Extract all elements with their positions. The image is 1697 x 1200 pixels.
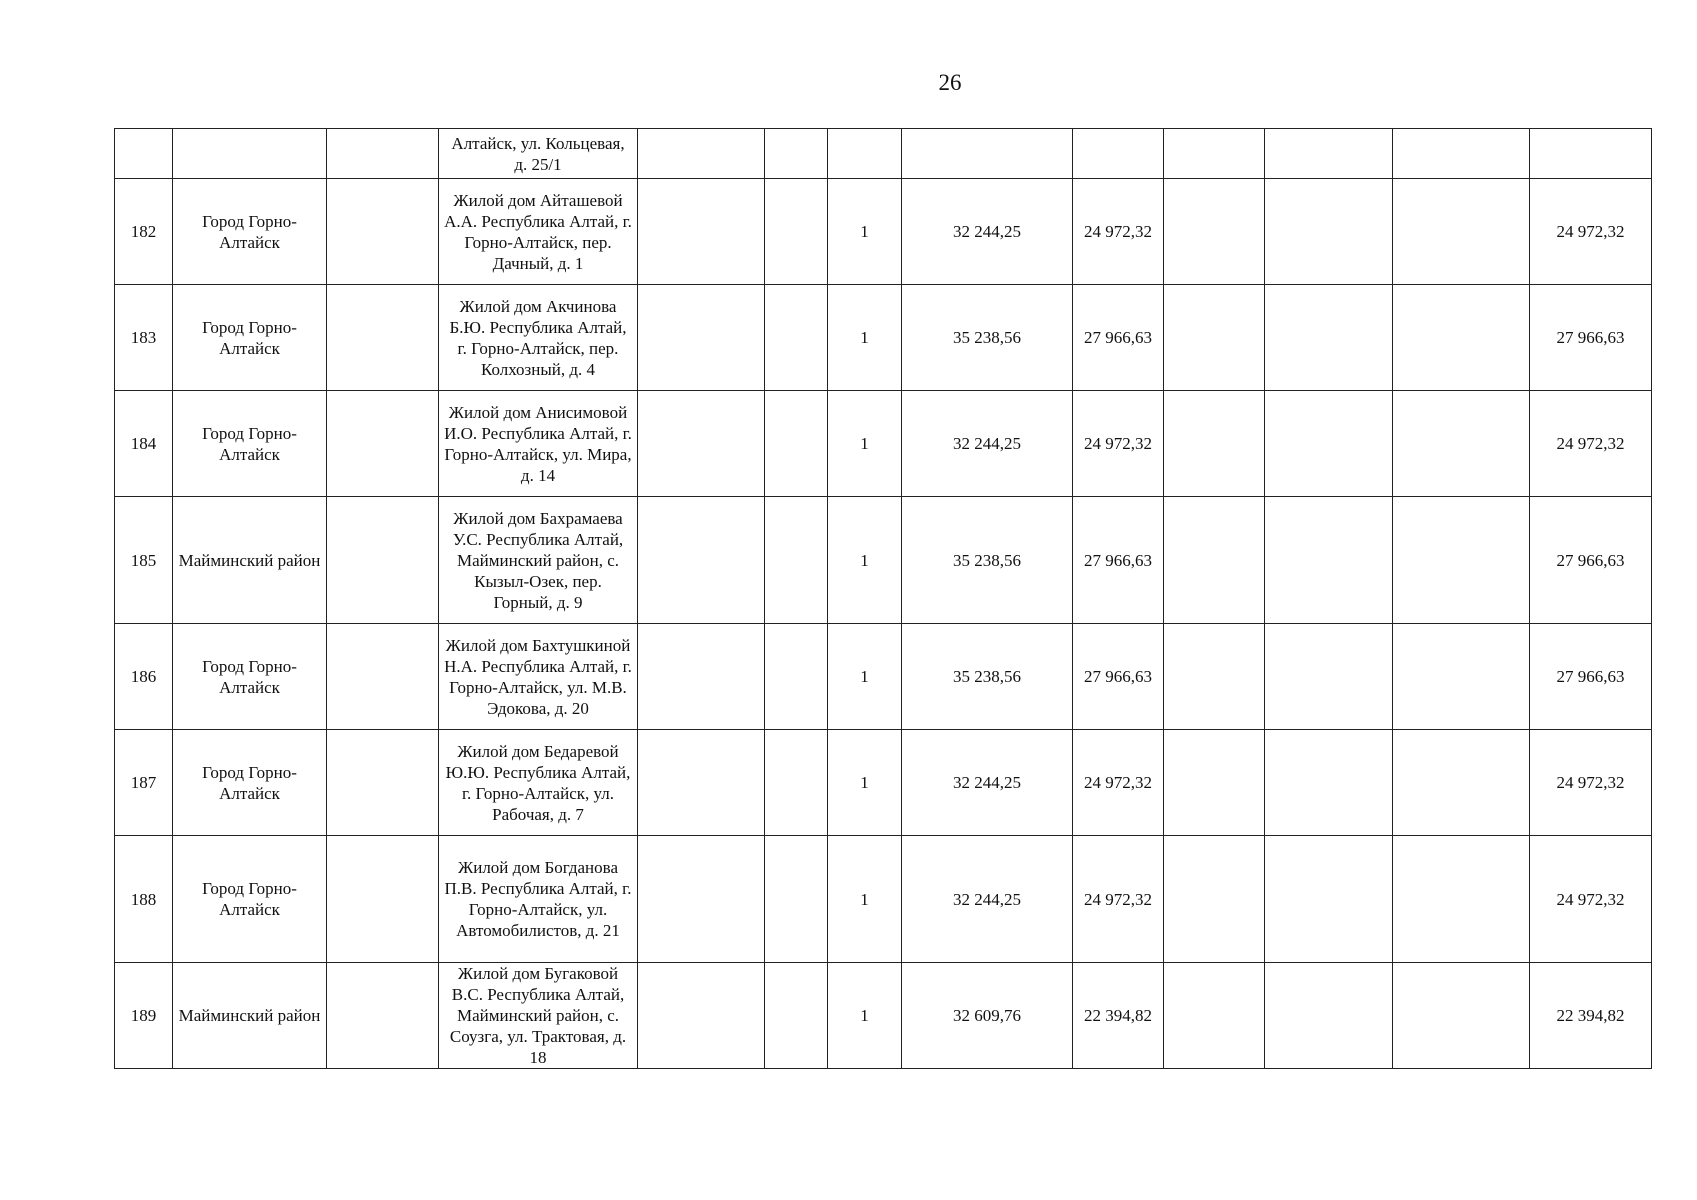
cell-num: 183 — [115, 285, 173, 391]
cell-empty — [638, 129, 765, 179]
cell-num: 186 — [115, 624, 173, 730]
table-row-continued — [115, 129, 1652, 179]
cell-num — [115, 129, 173, 179]
cell-empty — [638, 836, 765, 963]
cell-municipality: Майминский район — [173, 497, 327, 624]
cell-empty — [1393, 730, 1530, 836]
cell-amount2: 24 972,32 — [1073, 730, 1164, 836]
cell-empty — [765, 129, 828, 179]
cell-empty — [1164, 179, 1265, 285]
cell-empty — [638, 497, 765, 624]
cell-num: 187 — [115, 730, 173, 836]
cell-total: 27 966,63 — [1530, 624, 1652, 730]
cell-count: 1 — [828, 963, 902, 1069]
cell-amount: 35 238,56 — [902, 285, 1073, 391]
cell-empty — [1530, 129, 1652, 179]
cell-amount: 35 238,56 — [902, 624, 1073, 730]
cell-empty — [765, 285, 828, 391]
cell-amount: 32 244,25 — [902, 730, 1073, 836]
table-row — [115, 179, 1652, 285]
cell-empty — [327, 963, 439, 1069]
cell-municipality: Город Горно-Алтайск — [173, 179, 327, 285]
cell-amount: 32 609,76 — [902, 963, 1073, 1069]
cell-municipality: Город Горно-Алтайск — [173, 624, 327, 730]
cell-amount2: 27 966,63 — [1073, 285, 1164, 391]
cell-empty — [1393, 836, 1530, 963]
cell-amount2: 24 972,32 — [1073, 391, 1164, 497]
cell-empty — [1164, 836, 1265, 963]
cell-address: Жилой дом Бугаковой В.С. Республика Алтай, Майминский район, с. Соузга, ул. Трактовая, д. 18 — [439, 963, 638, 1069]
cell-empty — [828, 129, 902, 179]
cell-total: 24 972,32 — [1530, 391, 1652, 497]
cell-amount: 32 244,25 — [902, 179, 1073, 285]
cell-empty — [1164, 963, 1265, 1069]
cell-empty — [1164, 497, 1265, 624]
table-row — [115, 730, 1652, 836]
cell-municipality: Город Горно-Алтайск — [173, 730, 327, 836]
cell-amount2: 22 394,82 — [1073, 963, 1164, 1069]
cell-empty — [902, 129, 1073, 179]
cell-empty — [1393, 179, 1530, 285]
cell-municipality: Город Горно-Алтайск — [173, 836, 327, 963]
cell-empty — [1393, 497, 1530, 624]
cell-empty — [1393, 129, 1530, 179]
cell-empty — [327, 285, 439, 391]
cell-empty — [327, 836, 439, 963]
cell-empty — [1164, 730, 1265, 836]
cell-total: 27 966,63 — [1530, 285, 1652, 391]
cell-municipality: Город Горно-Алтайск — [173, 391, 327, 497]
cell-num: 189 — [115, 963, 173, 1069]
cell-empty — [327, 391, 439, 497]
cell-num: 185 — [115, 497, 173, 624]
cell-empty — [1393, 391, 1530, 497]
cell-empty — [765, 497, 828, 624]
cell-address: Жилой дом Акчинова Б.Ю. Республика Алтай, г. Горно-Алтайск, пер. Колхозный, д. 4 — [439, 285, 638, 391]
cell-empty — [1265, 285, 1393, 391]
cell-address: Алтайск, ул. Кольцевая, д. 25/1 — [439, 129, 638, 179]
cell-total: 24 972,32 — [1530, 836, 1652, 963]
cell-address: Жилой дом Айташевой А.А. Республика Алтай, г. Горно-Алтайск, пер. Дачный, д. 1 — [439, 179, 638, 285]
cell-empty — [1164, 129, 1265, 179]
cell-municipality: Майминский район — [173, 963, 327, 1069]
cell-empty — [1265, 391, 1393, 497]
cell-count: 1 — [828, 836, 902, 963]
cell-empty — [1265, 497, 1393, 624]
cell-empty — [765, 963, 828, 1069]
cell-municipality — [173, 129, 327, 179]
cell-empty — [1265, 624, 1393, 730]
cell-empty — [638, 285, 765, 391]
cell-empty — [765, 179, 828, 285]
cell-total: 24 972,32 — [1530, 730, 1652, 836]
cell-empty — [327, 624, 439, 730]
cell-total: 22 394,82 — [1530, 963, 1652, 1069]
cell-amount: 32 244,25 — [902, 391, 1073, 497]
cell-amount2: 27 966,63 — [1073, 497, 1164, 624]
cell-empty — [1265, 963, 1393, 1069]
cell-empty — [1265, 730, 1393, 836]
cell-empty — [1265, 836, 1393, 963]
cell-address: Жилой дом Бахрамаева У.С. Республика Алтай, Майминский район, с. Кызыл-Озек, пер. Горный, д. 9 — [439, 497, 638, 624]
cell-count: 1 — [828, 624, 902, 730]
cell-empty — [1164, 285, 1265, 391]
cell-empty — [765, 624, 828, 730]
table-row — [115, 285, 1652, 391]
cell-empty — [638, 179, 765, 285]
cell-amount: 32 244,25 — [902, 836, 1073, 963]
cell-empty — [1164, 624, 1265, 730]
table-row — [115, 836, 1652, 963]
cell-address: Жилой дом Бахтушкиной Н.А. Республика Алтай, г. Горно-Алтайск, ул. М.В. Эдокова, д. 20 — [439, 624, 638, 730]
cell-address: Жилой дом Богданова П.В. Республика Алтай, г. Горно-Алтайск, ул. Автомобилистов, д. 21 — [439, 836, 638, 963]
cell-amount: 35 238,56 — [902, 497, 1073, 624]
table-row — [115, 497, 1652, 624]
cell-empty — [765, 836, 828, 963]
cell-empty — [327, 730, 439, 836]
cell-total: 24 972,32 — [1530, 179, 1652, 285]
table-row — [115, 391, 1652, 497]
data-table — [114, 128, 1652, 1069]
cell-count: 1 — [828, 730, 902, 836]
cell-empty — [327, 179, 439, 285]
cell-num: 184 — [115, 391, 173, 497]
cell-count: 1 — [828, 497, 902, 624]
cell-address: Жилой дом Анисимовой И.О. Республика Алтай, г. Горно-Алтайск, ул. Мира, д. 14 — [439, 391, 638, 497]
cell-amount2: 24 972,32 — [1073, 836, 1164, 963]
cell-amount2: 24 972,32 — [1073, 179, 1164, 285]
cell-amount2: 27 966,63 — [1073, 624, 1164, 730]
cell-empty — [1073, 129, 1164, 179]
cell-municipality: Город Горно-Алтайск — [173, 285, 327, 391]
cell-empty — [765, 730, 828, 836]
cell-empty — [638, 730, 765, 836]
cell-empty — [765, 391, 828, 497]
cell-num: 188 — [115, 836, 173, 963]
cell-empty — [1393, 624, 1530, 730]
cell-empty — [327, 497, 439, 624]
cell-empty — [1164, 391, 1265, 497]
cell-count: 1 — [828, 285, 902, 391]
table-row — [115, 624, 1652, 730]
cell-empty — [327, 129, 439, 179]
cell-empty — [1393, 963, 1530, 1069]
cell-num: 182 — [115, 179, 173, 285]
cell-total: 27 966,63 — [1530, 497, 1652, 624]
cell-empty — [638, 391, 765, 497]
cell-empty — [1393, 285, 1530, 391]
cell-empty — [638, 963, 765, 1069]
cell-count: 1 — [828, 179, 902, 285]
cell-empty — [638, 624, 765, 730]
cell-count: 1 — [828, 391, 902, 497]
cell-empty — [1265, 129, 1393, 179]
cell-address: Жилой дом Бедаревой Ю.Ю. Республика Алтай, г. Горно-Алтайск, ул. Рабочая, д. 7 — [439, 730, 638, 836]
page-number: 26 — [938, 70, 962, 95]
cell-empty — [1265, 179, 1393, 285]
table-row — [115, 963, 1652, 1069]
